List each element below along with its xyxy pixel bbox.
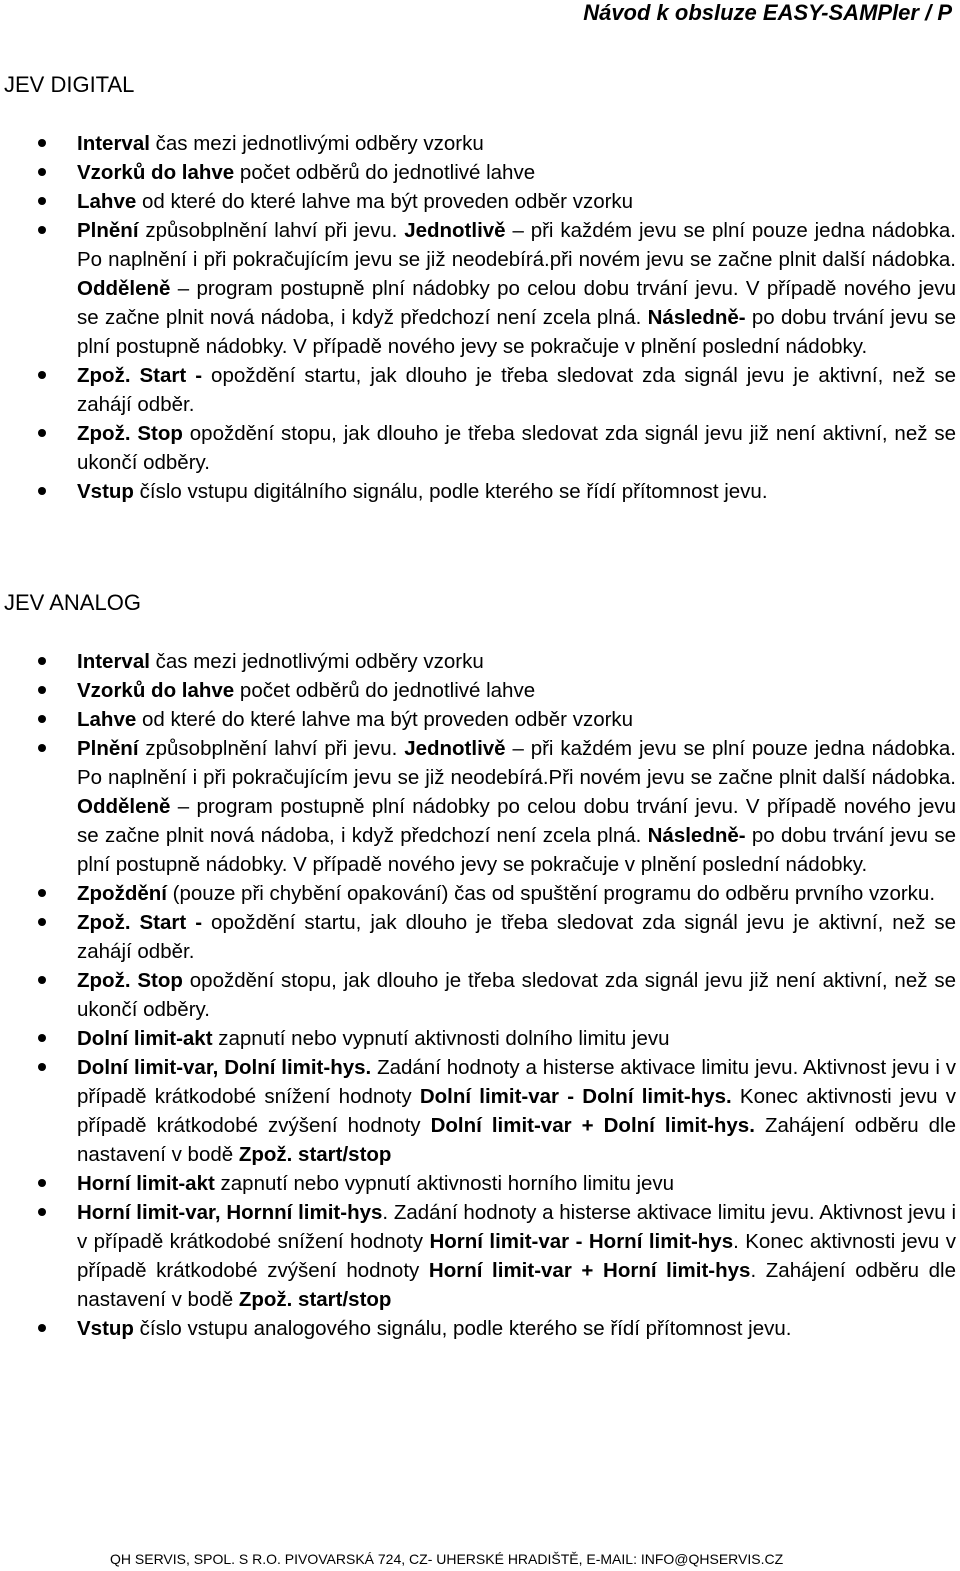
list-item [0, 129, 956, 158]
list-item [0, 1314, 956, 1343]
item-term: Zpož. start/stop [238, 1143, 392, 1166]
item-term: Lahve [77, 708, 137, 731]
item-term: Následně- [647, 824, 746, 847]
item-term: Následně- [647, 306, 746, 329]
list-item [0, 1024, 956, 1053]
item-term: Zpož. Start - [77, 911, 203, 934]
item-text: opoždění stopu, jak dlouho je třeba sledovat zda signál jevu již není aktivní, než se ukončí odběry. [77, 969, 956, 1021]
item-text: číslo vstupu analogového signálu, podle kterého se řídí přítomnost jevu. [133, 1317, 792, 1340]
bullet-icon [38, 226, 46, 234]
section-title-jev-digital: JEV DIGITAL [4, 72, 135, 97]
list-item [0, 908, 956, 966]
item-term: Horní limit-akt [77, 1172, 215, 1195]
bullet-icon [38, 744, 46, 752]
item-term: Interval [77, 650, 150, 673]
bullet-icon [38, 1324, 46, 1332]
list-item [0, 187, 956, 216]
item-term: Vzorků do lahve [77, 161, 235, 184]
bullet-icon [38, 139, 46, 147]
bullet-icon [38, 168, 46, 176]
bullet-icon [38, 197, 46, 205]
bullet-icon [38, 657, 46, 665]
bullet-icon [38, 976, 46, 984]
item-term: Vzorků do lahve [77, 679, 235, 702]
bullet-icon [38, 1063, 46, 1071]
bullet-icon [38, 1034, 46, 1042]
list-item [0, 361, 956, 419]
bullet-icon [38, 918, 46, 926]
item-term: Zpož. start/stop [238, 1288, 392, 1311]
item-text: opoždění startu, jak dlouho je třeba sledovat zda signál jevu je aktivní, než se zahájí odběr. [77, 364, 956, 416]
bullet-icon [38, 686, 46, 694]
item-text: číslo vstupu digitálního signálu, podle kterého se řídí přítomnost jevu. [133, 480, 768, 503]
jev-analog-list [0, 647, 956, 1343]
list-item [0, 1053, 956, 1169]
bullet-icon [38, 1208, 46, 1216]
item-text: – program postupně plní nádobky po celou dobu trvání jevu. V případě nového jevu se začne plnit nová nádoba, i když předchozí není zcela plná. [77, 277, 956, 329]
item-text: počet odběrů do jednotlivé lahve [234, 161, 536, 184]
item-text: způsobplnění lahví při jevu. [138, 219, 405, 242]
bullet-icon [38, 715, 46, 723]
item-text: čas mezi jednotlivými odběry vzorku [149, 132, 484, 155]
bullet-icon [38, 371, 46, 379]
item-term: Odděleně [77, 277, 171, 300]
item-text: . Konec aktivnosti jevu v případě krátkodobé zvýšení hodnoty [77, 1230, 957, 1282]
item-term: Dolní limit-var, Dolní limit-hys. [77, 1056, 372, 1079]
bullet-icon [38, 889, 46, 897]
item-text: počet odběrů do jednotlivé lahve [234, 679, 536, 702]
item-term: Vstup [77, 1317, 134, 1340]
item-term: Jednotlivě [404, 219, 506, 242]
list-item [0, 966, 956, 1024]
item-term: Horní limit-var + Horní limit-hys [428, 1259, 751, 1282]
item-term: Dolní limit-var - Dolní limit-hys. [419, 1085, 732, 1108]
list-item [0, 676, 956, 705]
item-text: opoždění stopu, jak dlouho je třeba sledovat zda signál jevu již není aktivní, než se ukončí odběry. [77, 422, 956, 474]
item-term: Horní limit-var, Hornní limit-hys [77, 1201, 383, 1224]
item-term: Odděleně [77, 795, 171, 818]
item-term: Jednotlivě [404, 737, 506, 760]
item-text: . Zadání hodnoty a histerse aktivace limitu jevu. Aktivnost jevu i v případě krátkodobé snížení hodnoty [77, 1201, 957, 1253]
list-item [0, 1169, 956, 1198]
item-term: Zpoždění [77, 882, 167, 905]
item-text: od které do které lahve ma být proveden odběr vzorku [136, 708, 634, 731]
section-title-jev-analog: JEV ANALOG [4, 590, 141, 615]
item-text: způsobplnění lahví při jevu. [138, 737, 405, 760]
bullet-icon [38, 487, 46, 495]
item-term: Plnění [77, 737, 139, 760]
item-text: Zahájení odběru dle nastavení v bodě [77, 1114, 956, 1166]
item-text: po dobu trvání jevu se plní postupně nádobky. V případě nového jevy se pokračuje v plnění poslední nádobky. [77, 306, 956, 358]
item-term: Horní limit-var - Horní limit-hys [429, 1230, 734, 1253]
item-text: – při každém jevu se plní pouze jedna nádobka. Po naplnění i při pokračujícím jevu se již neodebírá.při novém jevu se začne plnit další nádobka. [77, 219, 956, 271]
item-text: opoždění startu, jak dlouho je třeba sledovat zda signál jevu je aktivní, než se zahájí odběr. [77, 911, 956, 963]
item-term: Dolní limit-akt [77, 1027, 213, 1050]
item-text: zapnutí nebo vypnutí aktivnosti dolního limitu jevu [212, 1027, 670, 1050]
item-text: zapnutí nebo vypnutí aktivnosti horního limitu jevu [214, 1172, 675, 1195]
item-term: Zpož. Stop [77, 969, 183, 992]
bullet-icon [38, 429, 46, 437]
item-term: Interval [77, 132, 150, 155]
item-term: Zpož. Stop [77, 422, 183, 445]
item-text: (pouze při chybění opakování) čas od spuštění programu do odběru prvního vzorku. [166, 882, 936, 905]
item-term: Vstup [77, 480, 134, 503]
list-item [0, 477, 956, 506]
item-text: od které do které lahve ma být proveden odběr vzorku [136, 190, 634, 213]
item-text: Konec aktivnosti jevu v případě krátkodobé zvýšení hodnoty [77, 1085, 956, 1137]
item-text: čas mezi jednotlivými odběry vzorku [149, 650, 484, 673]
list-item [0, 1198, 956, 1314]
bullet-icon [38, 1179, 46, 1187]
list-item [0, 734, 956, 879]
item-text: – při každém jevu se plní pouze jedna nádobka. Po naplnění i při pokračujícím jevu se již neodebírá.Při novém jevu se začne plnit další nádobka. [77, 737, 956, 789]
list-item [0, 158, 956, 187]
item-text: – program postupně plní nádobky po celou dobu trvání jevu. V případě nového jevu se začne plnit nová nádoba, i když předchozí není zcela plná. [77, 795, 956, 847]
item-term: Dolní limit-var + Dolní limit-hys. [430, 1114, 755, 1137]
item-text: . Zahájení odběru dle nastavení v bodě [77, 1259, 957, 1311]
list-item [0, 879, 956, 908]
list-item [0, 419, 956, 477]
list-item [0, 647, 956, 676]
item-text: Zadání hodnoty a histerse aktivace limitu jevu. Aktivnost jevu i v případě krátkodobé snížení hodnoty [77, 1056, 956, 1108]
item-text: po dobu trvání jevu se plní postupně nádobky. V případě nového jevy se pokračuje v plnění poslední nádobky. [77, 824, 956, 876]
document-header: Návod k obsluze EASY-SAMPler / P [583, 0, 952, 25]
item-term: Zpož. Start - [77, 364, 203, 387]
list-item [0, 705, 956, 734]
page-footer: QH SERVIS, SPOL. S R.O. PIVOVARSKÁ 724, CZ- UHERSKÉ HRADIŠTĚ, E-MAIL: INFO@QHSERVIS.CZ [110, 1551, 784, 1567]
item-term: Lahve [77, 190, 137, 213]
item-term: Plnění [77, 219, 139, 242]
list-item [0, 216, 956, 361]
jev-digital-list [0, 129, 956, 506]
